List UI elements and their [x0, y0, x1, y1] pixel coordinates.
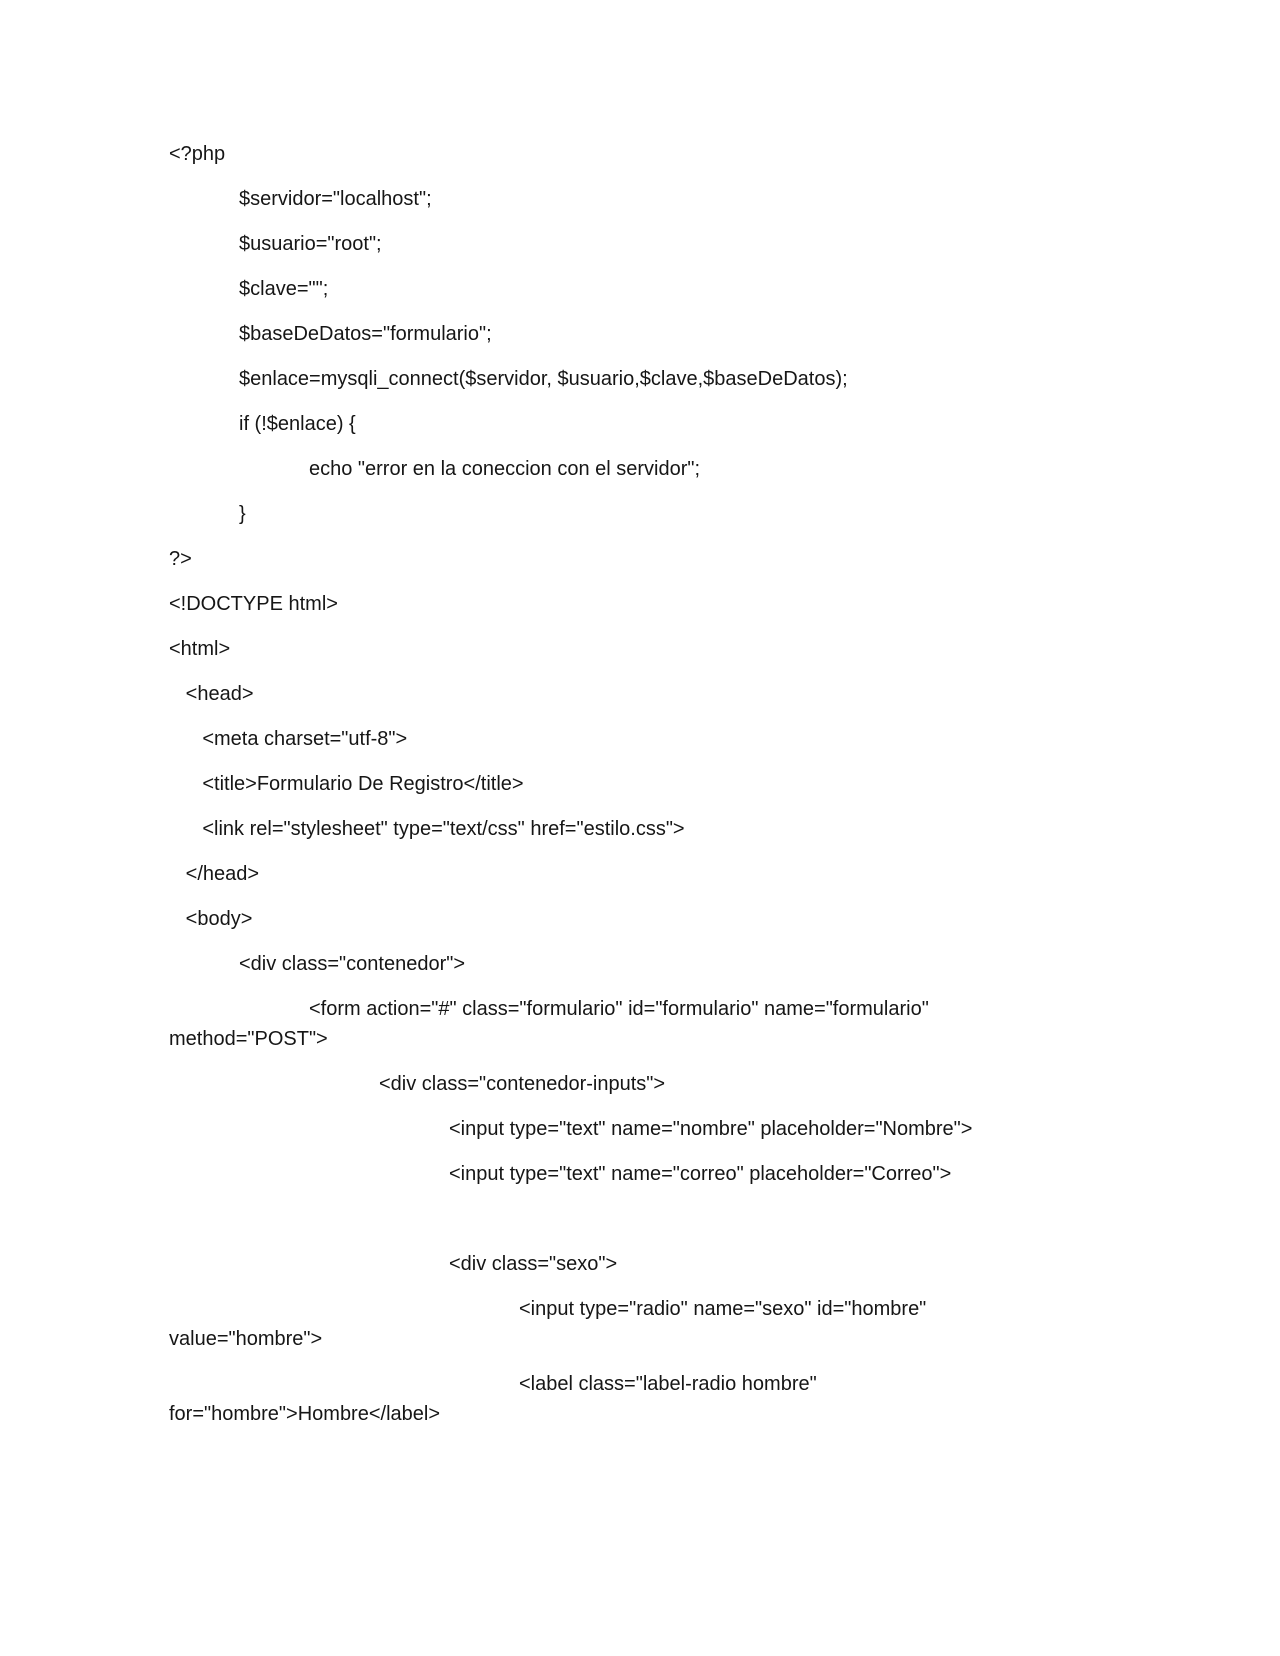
code-line: <input type="text" name="nombre" placeholder="Nombre"> [169, 1118, 973, 1140]
blank-line [169, 1204, 1180, 1234]
code-line: <head> [169, 683, 254, 705]
code-line: <link rel="stylesheet" type="text/css" href="estilo.css"> [169, 818, 685, 840]
code-line: <!DOCTYPE html> [169, 593, 338, 615]
code-line: <body> [169, 908, 253, 930]
code-line: <html> [169, 638, 231, 660]
code-line: <meta charset="utf-8"> [169, 728, 408, 750]
code-line: <div class="contenedor-inputs"> [169, 1073, 666, 1095]
code-line-wrapped: for="hombre">Hombre</label> [169, 1403, 441, 1425]
code-line: $enlace=mysqli_connect($servidor, $usuario,$clave,$baseDeDatos); [169, 368, 848, 390]
code-line: <?php [169, 143, 226, 165]
code-line: $clave=""; [169, 278, 329, 300]
code-line: <form action="#" class="formulario" id="formulario" name="formulario" [169, 998, 929, 1020]
code-line-wrapped: value="hombre"> [169, 1328, 323, 1350]
code-line: <title>Formulario De Registro</title> [169, 773, 524, 795]
code-line: } [169, 503, 246, 525]
code-line: $baseDeDatos="formulario"; [169, 323, 492, 345]
code-line: $servidor="localhost"; [169, 188, 432, 210]
code-line: <div class="contenedor"> [169, 953, 466, 975]
code-line: if (!$enlace) { [169, 413, 356, 435]
code-line: ?> [169, 548, 192, 570]
code-line: </head> [169, 863, 260, 885]
code-line: <input type="radio" name="sexo" id="hombre" [169, 1298, 927, 1320]
code-line: echo "error en la coneccion con el servidor"; [169, 458, 701, 480]
code-line-wrapped: method="POST"> [169, 1028, 328, 1050]
code-line: <input type="text" name="correo" placeholder="Correo"> [169, 1163, 952, 1185]
code-line: <div class="sexo"> [169, 1253, 618, 1275]
code-line: $usuario="root"; [169, 233, 382, 255]
code-line: <label class="label-radio hombre" [169, 1373, 817, 1395]
